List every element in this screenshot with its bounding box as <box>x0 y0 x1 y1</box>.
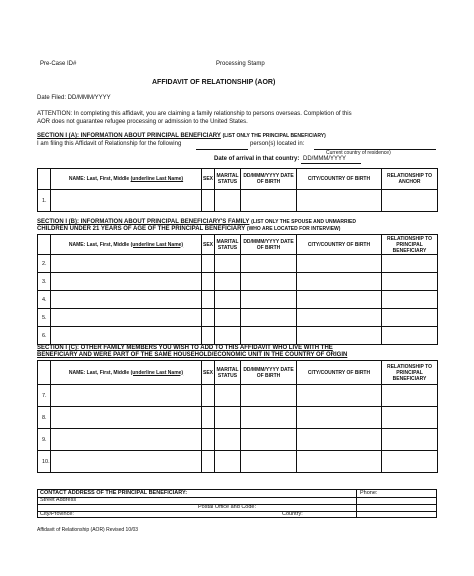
table-row <box>38 385 438 407</box>
col-relationship-header: RELATIONSHIP TO ANCHOR <box>382 169 438 190</box>
row-number: 9. <box>38 429 51 451</box>
phone-label: Phone: <box>360 490 378 496</box>
sex-cell[interactable] <box>202 255 215 273</box>
col-number-header <box>38 169 51 190</box>
country-label: Country: <box>282 511 303 517</box>
section-b-note-1: (LIST ONLY THE SPOUSE AND UNMARRIED <box>251 219 356 225</box>
contact-vertical-divider <box>356 490 357 517</box>
row-number: 7. <box>38 385 51 407</box>
section-b-heading <box>37 219 356 225</box>
relationship-cell[interactable] <box>382 273 438 291</box>
relationship-cell[interactable] <box>382 255 438 273</box>
col-name-header: NAME: Last, First, Middle (underline Last Name) <box>51 361 202 385</box>
filing-underline <box>196 149 248 150</box>
persons-located-label: person(s) located in: <box>250 141 305 147</box>
relationship-cell[interactable] <box>382 309 438 327</box>
arrival-label: Date of arrival in that country: <box>214 156 300 162</box>
marital-cell[interactable] <box>215 385 241 407</box>
sex-cell[interactable] <box>202 451 215 473</box>
dob-cell[interactable] <box>241 190 297 212</box>
marital-cell[interactable] <box>215 429 241 451</box>
city-cell[interactable] <box>297 190 382 212</box>
table-row <box>38 429 438 451</box>
col-sex-header: SEX <box>202 235 215 255</box>
col-marital-header: MARITAL STATUS <box>215 169 241 190</box>
dob-cell[interactable] <box>241 327 297 345</box>
table-row <box>38 273 438 291</box>
marital-cell[interactable] <box>215 291 241 309</box>
marital-cell[interactable] <box>215 451 241 473</box>
table-row <box>38 407 438 429</box>
col-dob-header: DD/MMM/YYYY DATE OF BIRTH <box>241 361 297 385</box>
relationship-cell[interactable] <box>382 429 438 451</box>
col-dob-header: DD/MMM/YYYY DATE OF BIRTH <box>241 169 297 190</box>
date-filed: Date Filed: DD/MMM/YYYY <box>37 95 111 101</box>
row-number: 5. <box>38 309 51 327</box>
other-family-table <box>37 360 438 473</box>
table-row <box>38 190 438 212</box>
marital-cell[interactable] <box>215 309 241 327</box>
processing-stamp-label: Processing Stamp <box>216 61 265 67</box>
sex-cell[interactable] <box>202 327 215 345</box>
row-number: 6. <box>38 327 51 345</box>
footer-revision: Affidavit of Relationship (AOR) Revised 10/03 <box>37 527 139 533</box>
relationship-cell[interactable] <box>382 291 438 309</box>
arrival-date: DD/MMM/YYYY <box>303 156 347 162</box>
city-cell[interactable] <box>297 429 382 451</box>
table-row <box>38 255 438 273</box>
col-marital-header: MARITAL STATUS <box>215 235 241 255</box>
table-row <box>38 327 438 345</box>
col-name-header: NAME: Last, First, Middle (underline Last Name) <box>51 169 202 190</box>
name-cell[interactable] <box>51 273 202 291</box>
name-cell[interactable] <box>51 190 202 212</box>
marital-cell[interactable] <box>215 190 241 212</box>
dob-cell[interactable] <box>241 451 297 473</box>
precase-label: Pre-Case ID# <box>40 61 77 67</box>
sex-cell[interactable] <box>202 309 215 327</box>
col-number-header <box>38 235 51 255</box>
attention-line-1: ATTENTION: In completing this affidavit, you are claiming a family relationship to persons overseas. Completion of this <box>37 111 352 117</box>
section-b-line-2: CHILDREN UNDER 21 YEARS OF AGE OF THE PRINCIPAL BENEFICIARY <box>37 226 246 232</box>
col-number-header <box>38 361 51 385</box>
name-cell[interactable] <box>51 327 202 345</box>
col-city-header: CITY/COUNTRY OF BIRTH <box>297 169 382 190</box>
name-cell[interactable] <box>51 291 202 309</box>
dob-cell[interactable] <box>241 429 297 451</box>
arrival-underline <box>301 163 361 164</box>
marital-cell[interactable] <box>215 255 241 273</box>
filing-text: I am filing this Affidavit of Relationship for the following <box>37 141 182 147</box>
marital-cell[interactable] <box>215 273 241 291</box>
city-cell[interactable] <box>297 273 382 291</box>
section-a-heading <box>37 133 326 139</box>
section-b-title: SECTION I (B): INFORMATION ABOUT PRINCIPAL BENEFICIARY'S FAMILY <box>37 219 250 225</box>
sex-cell[interactable] <box>202 273 215 291</box>
contact-divider-1 <box>38 497 436 498</box>
col-city-header: CITY/COUNTRY OF BIRTH <box>297 361 382 385</box>
relationship-cell[interactable] <box>382 385 438 407</box>
country-note: Current country of residence) <box>326 150 391 156</box>
section-a-note: (LIST ONLY THE PRINCIPAL BENEFICIARY) <box>222 133 326 139</box>
table-row <box>38 451 438 473</box>
contact-divider-3 <box>38 511 436 512</box>
row-number: 3. <box>38 273 51 291</box>
street-address-label: Street Address <box>40 497 77 503</box>
name-cell[interactable] <box>51 255 202 273</box>
section-c-heading-2: BENEFICIARY AND WERE PART OF THE SAME HOUSEHOLD/ECONOMIC UNIT IN THE COUNTRY OF ORIGIN <box>37 352 348 358</box>
beneficiary-family-table <box>37 234 438 345</box>
section-b-note-2: (WHO ARE LOCATED FOR INTERVIEW) <box>246 226 341 232</box>
sex-cell[interactable] <box>202 407 215 429</box>
row-number: 4. <box>38 291 51 309</box>
col-sex-header: SEX <box>202 169 215 190</box>
city-cell[interactable] <box>297 309 382 327</box>
row-number: 10. <box>38 451 51 473</box>
name-cell[interactable] <box>51 309 202 327</box>
dob-cell[interactable] <box>241 291 297 309</box>
sex-cell[interactable] <box>202 429 215 451</box>
relationship-cell[interactable] <box>382 407 438 429</box>
contact-address-box <box>37 489 437 518</box>
dob-cell[interactable] <box>241 407 297 429</box>
contact-heading: CONTACT ADDRESS OF THE PRINCIPAL BENEFICIARY: <box>40 490 188 496</box>
dob-cell[interactable] <box>241 255 297 273</box>
dob-cell[interactable] <box>241 385 297 407</box>
name-cell[interactable] <box>51 429 202 451</box>
city-province-label: City/Province: <box>40 511 74 517</box>
name-cell[interactable] <box>51 407 202 429</box>
name-cell[interactable] <box>51 451 202 473</box>
section-a-title: SECTION I (A): INFORMATION ABOUT PRINCIPAL BENEFICIARY <box>37 133 221 139</box>
col-relationship-header: RELATIONSHIP TO PRINCIPAL BENEFICIARY <box>382 361 438 385</box>
col-marital-header: MARITAL STATUS <box>215 361 241 385</box>
sex-cell[interactable] <box>202 385 215 407</box>
row-number: 1. <box>38 190 51 212</box>
table-row <box>38 291 438 309</box>
marital-cell[interactable] <box>215 407 241 429</box>
relationship-cell[interactable] <box>382 327 438 345</box>
city-cell[interactable] <box>297 407 382 429</box>
col-relationship-header: RELATIONSHIP TO PRINCIPAL BENEFICIARY <box>382 235 438 255</box>
col-sex-header: SEX <box>202 361 215 385</box>
section-b-heading-2 <box>37 226 340 232</box>
postal-office-label: Postal Office and Code: <box>198 504 256 510</box>
city-cell[interactable] <box>297 327 382 345</box>
sex-cell[interactable] <box>202 190 215 212</box>
col-dob-header: DD/MMM/YYYY DATE OF BIRTH <box>241 235 297 255</box>
relationship-cell[interactable] <box>382 451 438 473</box>
name-note: (underline Last Name) <box>130 176 184 182</box>
dob-cell[interactable] <box>241 273 297 291</box>
table-row <box>38 309 438 327</box>
section-c-heading-1: SECTION I (C): OTHER FAMILY MEMBERS YOU WISH TO ADD TO THIS AFFIDAVIT WHO LIVE WITH THE <box>37 345 333 351</box>
relationship-cell[interactable] <box>382 190 438 212</box>
city-cell[interactable] <box>297 255 382 273</box>
marital-cell[interactable] <box>215 327 241 345</box>
row-number: 8. <box>38 407 51 429</box>
dob-cell[interactable] <box>241 309 297 327</box>
name-note: (underline Last Name) <box>130 369 184 376</box>
document-title: AFFIDAVIT OF RELATIONSHIP (AOR) <box>152 79 276 86</box>
city-cell[interactable] <box>297 385 382 407</box>
col-city-header: CITY/COUNTRY OF BIRTH <box>297 235 382 255</box>
col-name-header: NAME: Last, First, Middle (underline Last Name) <box>51 235 202 255</box>
sex-cell[interactable] <box>202 291 215 309</box>
row-number: 2. <box>38 255 51 273</box>
principal-beneficiary-table <box>37 168 438 212</box>
name-note: (underline Last Name) <box>130 241 184 248</box>
name-cell[interactable] <box>51 385 202 407</box>
city-cell[interactable] <box>297 291 382 309</box>
attention-line-2: AOR does not guarantee refugee processing or admission to the United States. <box>37 119 248 125</box>
city-cell[interactable] <box>297 451 382 473</box>
